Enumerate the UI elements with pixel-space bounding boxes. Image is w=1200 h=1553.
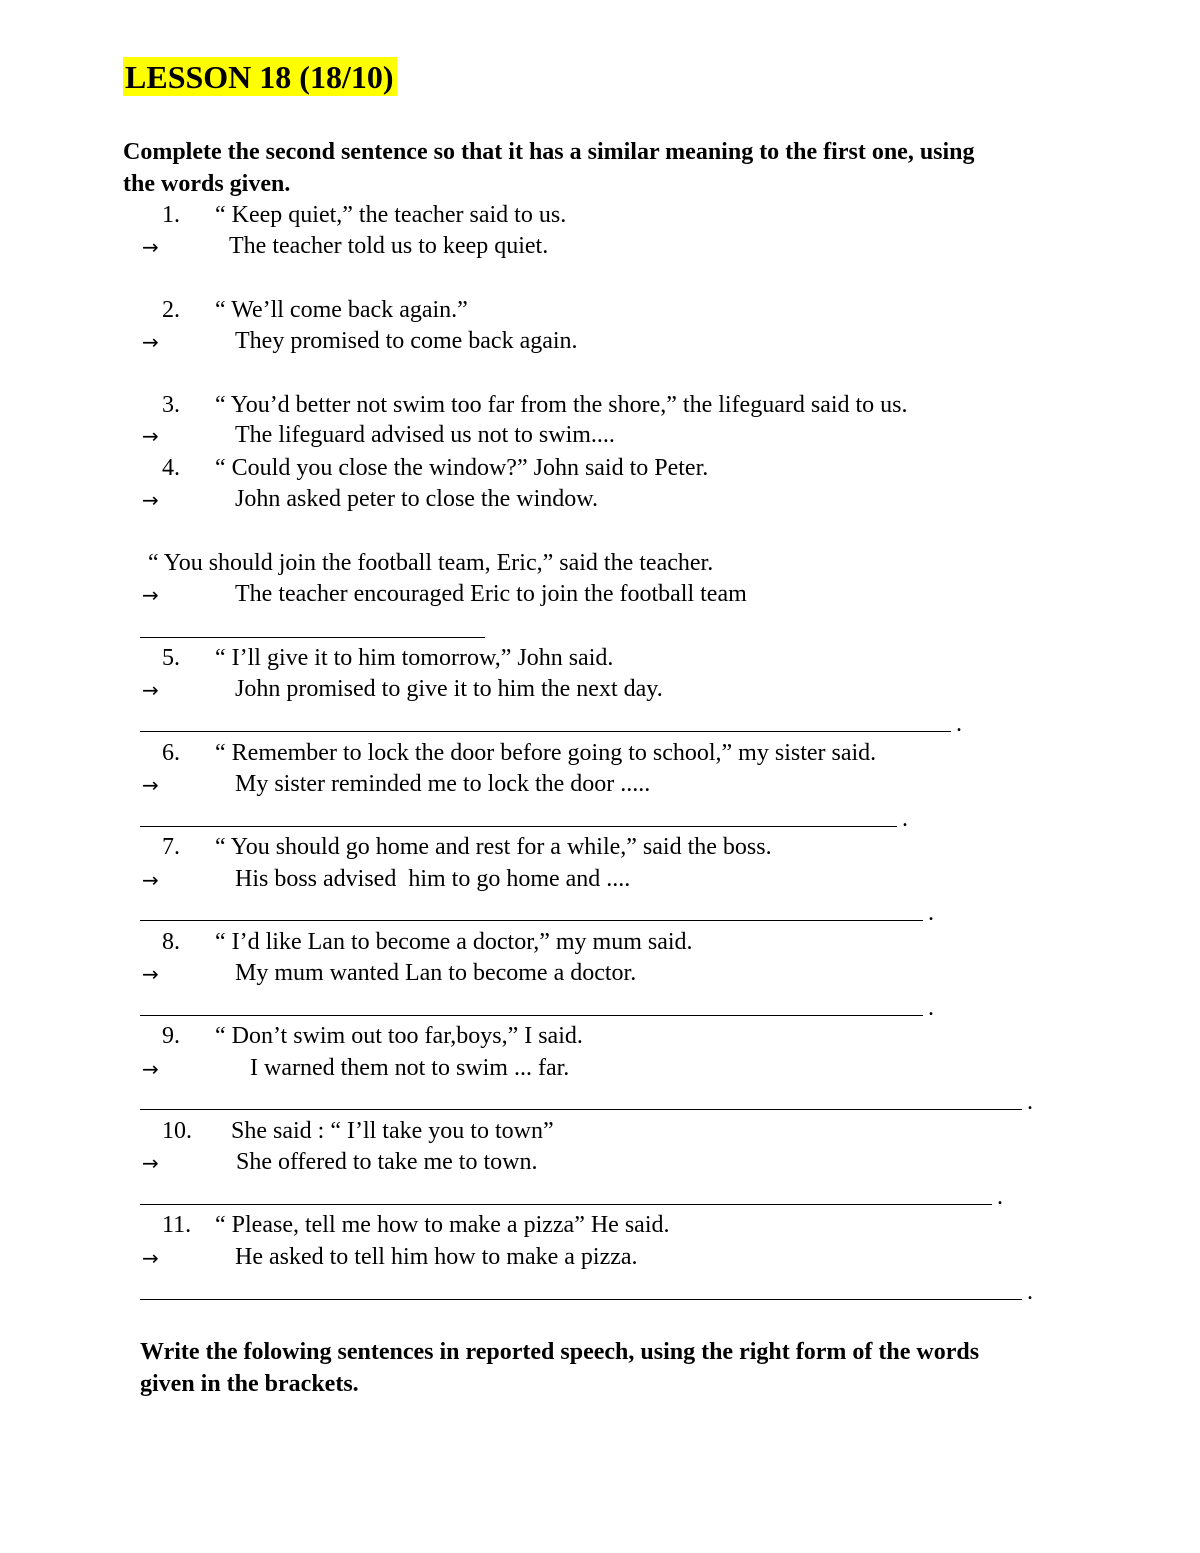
instruction-2-line-1: Write the folowing sentences in reported speech, using the right form of the words [140,1339,980,1365]
line-end-period: . [1027,1089,1033,1115]
item-number: 3. [162,392,180,418]
item-answer: The teacher told us to keep quiet. [229,233,549,259]
line-end-period: . [997,1184,1003,1210]
item-prompt: “ Keep quiet,” the teacher said to us. [215,202,567,228]
instruction-line-1: Complete the second sentence so that it has a similar meaning to the first one, using [123,139,975,165]
answer-blank-line [140,1204,992,1205]
answer-blank-line [140,826,897,827]
arrow-icon: → [142,773,159,797]
instruction-2-line-2: given in the brackets. [140,1371,359,1397]
answer-blank-line [140,1299,1022,1300]
line-end-period: . [928,995,934,1021]
answer-blank-line [140,731,951,732]
item-number: 7. [162,834,180,860]
item-prompt: “ Remember to lock the door before going to school,” my sister said. [215,740,877,766]
item-number: 9. [162,1023,180,1049]
line-end-period: . [1027,1279,1033,1305]
item-prompt: “ You’d better not swim too far from the shore,” the lifeguard said to us. [215,392,908,418]
arrow-icon: → [142,235,159,259]
item-answer: The lifeguard advised us not to swim.... [235,422,615,448]
item-answer: John asked peter to close the window. [235,486,599,512]
item-prompt: “ You should go home and rest for a while,” said the boss. [215,834,772,860]
line-end-period: . [956,711,962,737]
line-end-period: . [902,806,908,832]
arrow-icon: → [142,678,159,702]
item-number: 8. [162,929,180,955]
item-answer: They promised to come back again. [235,328,578,354]
item-prompt: “ We’ll come back again.” [215,297,468,323]
item-answer: His boss advised him to go home and .... [235,866,631,892]
item-number: 2. [162,297,180,323]
item-prompt: “ I’d like Lan to become a doctor,” my mum said. [215,929,693,955]
lesson-title: LESSON 18 (18/10) [123,57,397,96]
item-answer: My sister reminded me to lock the door ..... [235,771,651,797]
item-number: 1. [162,202,180,228]
arrow-icon: → [142,962,159,986]
item-answer: She offered to take me to town. [236,1149,538,1175]
item-prompt: She said : “ I’ll take you to town” [231,1118,554,1144]
arrow-icon: → [142,1246,159,1270]
arrow-icon: → [142,583,159,607]
item-number: 6. [162,740,180,766]
item-prompt: “ Don’t swim out too far,boys,” I said. [215,1023,583,1049]
item-answer: John promised to give it to him the next day. [235,676,663,702]
line-end-period: . [928,900,934,926]
answer-blank-line [140,637,485,638]
arrow-icon: → [142,488,159,512]
answer-blank-line [140,1015,923,1016]
item-prompt: “ Please, tell me how to make a pizza” He said. [215,1212,670,1238]
item-answer: He asked to tell him how to make a pizza. [235,1244,638,1270]
answer-blank-line [140,1109,1022,1110]
instruction-line-2: the words given. [123,171,291,197]
item-number: 4. [162,455,180,481]
item-number: 5. [162,645,180,671]
arrow-icon: → [142,330,159,354]
answer-blank-line [140,920,923,921]
arrow-icon: → [142,424,159,448]
arrow-icon: → [142,1151,159,1175]
item-prompt: “ You should join the football team, Eric,” said the teacher. [148,550,714,576]
item-prompt: “ Could you close the window?” John said to Peter. [215,455,709,481]
item-answer: I warned them not to swim ... far. [250,1055,570,1081]
item-number: 11. [162,1212,192,1238]
arrow-icon: → [142,1057,159,1081]
item-answer: My mum wanted Lan to become a doctor. [235,960,637,986]
item-number: 10. [162,1118,192,1144]
arrow-icon: → [142,868,159,892]
item-answer: The teacher encouraged Eric to join the football team [235,581,747,607]
item-prompt: “ I’ll give it to him tomorrow,” John said. [215,645,614,671]
